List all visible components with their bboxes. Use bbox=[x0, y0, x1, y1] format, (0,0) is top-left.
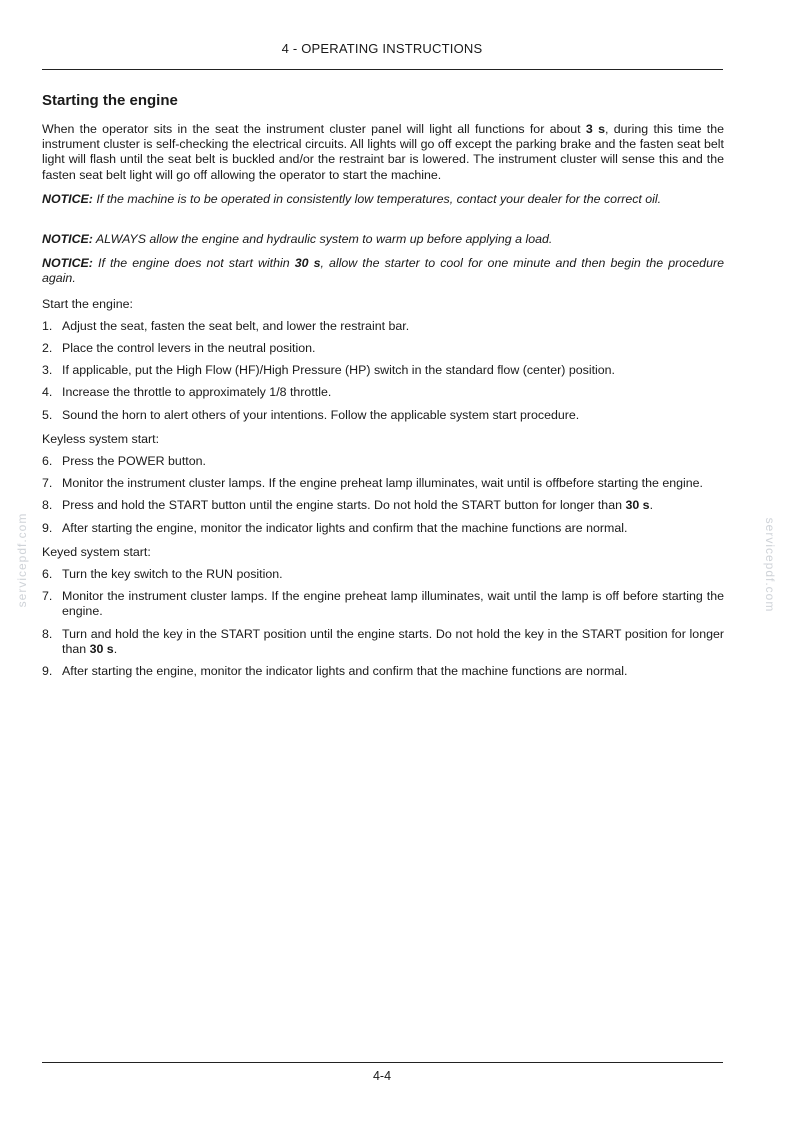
start-steps-list bbox=[42, 319, 724, 423]
list-item: 3. If applicable, put the High Flow (HF)/High Pressure (HP) switch in the standard flow (center) position. bbox=[42, 363, 615, 378]
header-divider bbox=[42, 69, 723, 70]
keyless-label: Keyless system start: bbox=[42, 431, 160, 446]
list-item: 6. Turn the key switch to the RUN position. bbox=[42, 567, 283, 582]
watermark-right: servicepdf.com bbox=[763, 517, 777, 613]
section-title: Starting the engine bbox=[42, 92, 178, 109]
list-item: 9. After starting the engine, monitor the indicator lights and confirm that the machine functions are normal. bbox=[42, 664, 628, 679]
list-item: 5. Sound the horn to alert others of your intentions. Follow the applicable system start procedure. bbox=[42, 407, 580, 422]
list-item: 7. Monitor the instrument cluster lamps. If the engine preheat lamp illuminates, wait until the lamp is off before starting the engine. bbox=[42, 589, 724, 619]
notice-low-temperature: NOTICE: If the machine is to be operated in consistently low temperatures, contact your dealer for the correct oil. bbox=[42, 191, 662, 206]
footer-divider bbox=[42, 1062, 723, 1063]
list-item: 9. After starting the engine, monitor the indicator lights and confirm that the machine functions are normal. bbox=[42, 520, 628, 535]
list-item: 4. Increase the throttle to approximately 1/8 throttle. bbox=[42, 385, 332, 400]
list-item: 6. Press the POWER button. bbox=[42, 454, 206, 469]
notice-warm-up: NOTICE: ALWAYS allow the engine and hydraulic system to warm up before applying a load. bbox=[42, 232, 553, 247]
notice-starter-cool: NOTICE: If the engine does not start within 30 s, allow the starter to cool for one minute and then begin the procedure again. bbox=[42, 256, 724, 286]
intro-paragraph: When the operator sits in the seat the instrument cluster panel will light all functions for about 3 s, during this time the instrument cluster is self-checking the electrical circuits. All lights will go off except the parking brake and the fasten seat belt light will flash until the seat belt is buckled and/or the restraint bar is lowered. The instrument cluster will sense this and the fasten seat belt light will go off allowing the operator to start the machine. bbox=[42, 122, 724, 182]
watermark-left: servicepdf.com bbox=[15, 512, 29, 608]
keyless-steps-list bbox=[42, 454, 724, 536]
keyed-steps-list bbox=[42, 567, 724, 679]
list-item: 2. Place the control levers in the neutral position. bbox=[42, 341, 316, 356]
page-header: 4 - OPERATING INSTRUCTIONS bbox=[281, 41, 483, 56]
list-item: 7. Monitor the instrument cluster lamps. If the engine preheat lamp illuminates, wait until is offbefore starting the engine. bbox=[42, 476, 703, 491]
list-item: 8. Turn and hold the key in the START position until the engine starts. Do not hold the key in the START position for longer than 30 s. bbox=[42, 626, 724, 656]
list-item: 1. Adjust the seat, fasten the seat belt, and lower the restraint bar. bbox=[42, 318, 410, 333]
page-number: 4-4 bbox=[372, 1069, 392, 1083]
start-label: Start the engine: bbox=[42, 296, 133, 311]
page-content bbox=[42, 92, 724, 679]
list-item: 8. Press and hold the START button until the engine starts. Do not hold the START button for longer than 30 s. bbox=[42, 498, 654, 513]
keyed-label: Keyed system start: bbox=[42, 544, 151, 559]
